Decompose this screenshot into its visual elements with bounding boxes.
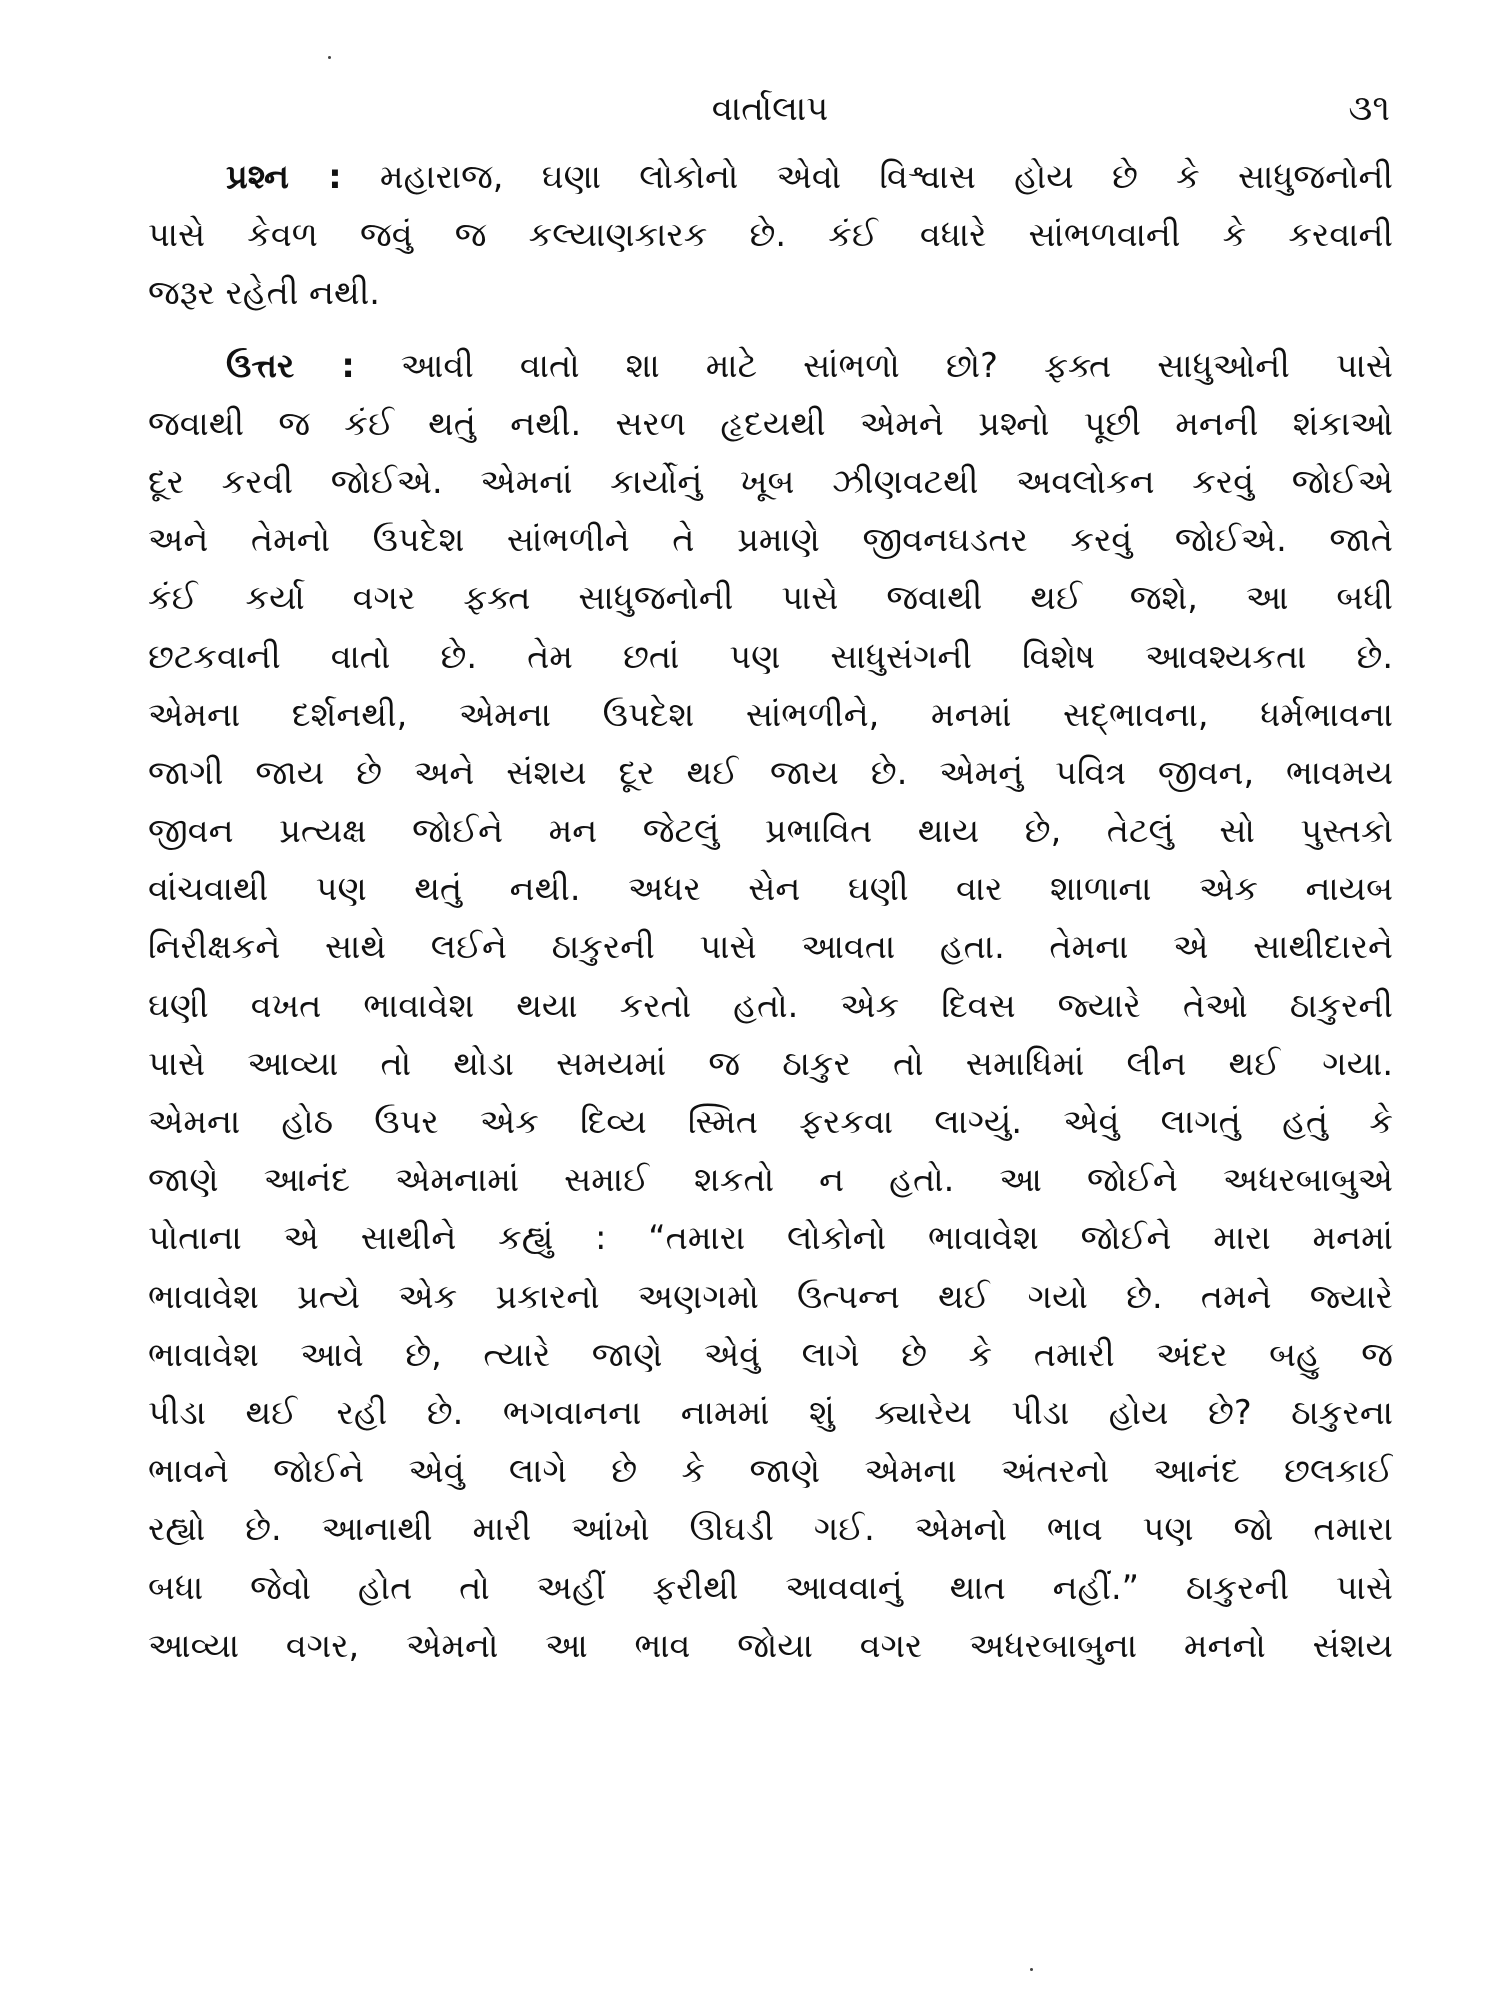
question-line-1 xyxy=(148,148,1393,206)
scan-speck xyxy=(1030,1968,1033,1971)
running-header xyxy=(150,84,1390,134)
paragraph-line: જરૂર રહેતી નથી. xyxy=(148,273,380,313)
scan-speck xyxy=(328,56,331,59)
paragraph-line: જીવન પ્રત્યક્ષ જોઈને મન જેટલું પ્રભાવિત થાય છે, તેટલું સો પુસ્તકો xyxy=(148,811,1393,851)
paragraph-line: એમના દર્શનથી, એમના ઉપદેશ સાંભળીને, મનમાં સદ્‌ભાવના, ધર્મભાવના xyxy=(148,694,1393,734)
answer-label: ઉત્તર : xyxy=(226,345,355,385)
paragraph-line: પાસે કેવળ જવું જ કલ્યાણકારક છે. કંઈ વધારે સાંભળવાની કે કરવાની xyxy=(148,215,1393,255)
answer-text: આવી વાતો શા માટે સાંભળો છો? ફક્ત સાધુઓની પાસે xyxy=(354,345,1393,385)
paragraph-line: નિરીક્ષકને સાથે લઈને ઠાકુરની પાસે આવતા હતા. તેમના એ સાથીદારને xyxy=(148,927,1393,967)
paragraph-line: ભાવને જોઈને એવું લાગે છે કે જાણે એમના અંતરનો આનંદ છલકાઈ xyxy=(148,1451,1393,1491)
paragraph-line: પોતાના એ સાથીને કહ્યું : “તમારા લોકોનો ભાવાવેશ જોઈને મારા મનમાં xyxy=(148,1218,1393,1258)
paragraph-line: રહ્યો છે. આનાથી મારી આંખો ઊઘડી ગઈ. એમનો ભાવ પણ જો તમારા xyxy=(148,1509,1393,1549)
paragraph-line: ઘણી વખત ભાવાવેશ થયા કરતો હતો. એક દિવસ જ્યારે તેઓ ઠાકુરની xyxy=(148,985,1393,1025)
paragraph-line: છટકવાની વાતો છે. તેમ છતાં પણ સાધુસંગની વિશેષ આવશ્યકતા છે. xyxy=(148,636,1393,676)
paragraph-line: દૂર કરવી જોઈએ. એમનાં કાર્યોનું ખૂબ ઝીણવટથી અવલોકન કરવું જોઈએ xyxy=(148,461,1393,501)
paragraph-line: બધા જેવો હોત તો અહીં ફરીથી આવવાનું થાત નહીં.” ઠાકુરની પાસે xyxy=(148,1567,1393,1607)
paragraph-line: આવ્યા વગર, એમનો આ ભાવ જોયા વગર અધરબાબુના મનનો સંશય xyxy=(148,1625,1393,1665)
body-text xyxy=(148,148,1393,1948)
paragraph-line: વાંચવાથી પણ થતું નથી. અધર સેન ઘણી વાર શાળાના એક નાયબ xyxy=(148,869,1393,909)
paragraph-line: ભાવાવેશ પ્રત્યે એક પ્રકારનો અણગમો ઉત્પન્ન થઈ ગયો છે. તમને જ્યારે xyxy=(148,1276,1393,1316)
paragraph-line: જાગી જાય છે અને સંશય દૂર થઈ જાય છે. એમનું પવિત્ર જીવન, ભાવમય xyxy=(148,752,1393,792)
page-number: ૩૧ xyxy=(1348,88,1390,129)
answer-line-1 xyxy=(148,337,1393,395)
question-text: મહારાજ, ઘણા લોકોનો એવો વિશ્વાસ હોય છે કે સાધુજનોની xyxy=(341,157,1393,196)
paragraph-line: જવાથી જ કંઈ થતું નથી. સરળ હૃદયથી એમને પ્રશ્નો પૂછી મનની શંકાઓ xyxy=(148,403,1393,443)
paragraph-line: જાણે આનંદ એમનામાં સમાઈ શકતો ન હતો. આ જોઈને અધરબાબુએ xyxy=(148,1160,1393,1200)
paragraph-line: એમના હોઠ ઉપર એક દિવ્ય સ્મિત ફરકવા લાગ્યું. એવું લાગતું હતું કે xyxy=(148,1102,1393,1141)
chapter-title: વાર્તાલાપ xyxy=(711,89,829,129)
question-label: પ્રશ્ન : xyxy=(226,157,342,196)
paragraph-line: ભાવાવેશ આવે છે, ત્યારે જાણે એવું લાગે છે કે તમારી અંદર બહુ જ xyxy=(148,1334,1393,1374)
paragraph-line: અને તેમનો ઉપદેશ સાંભળીને તે પ્રમાણે જીવનઘડતર કરવું જોઈએ. જાતે xyxy=(148,520,1393,560)
paragraph-line: પાસે આવ્યા તો થોડા સમયમાં જ ઠાકુર તો સમાધિમાં લીન થઈ ગયા. xyxy=(148,1043,1393,1083)
paragraph-line: પીડા થઈ રહી છે. ભગવાનના નામમાં શું ક્યારેય પીડા હોય છે? ઠાકુરના xyxy=(148,1392,1393,1432)
paragraph-line: કંઈ કર્યા વગર ફક્ત સાધુજનોની પાસે જવાથી થઈ જશે, આ બધી xyxy=(148,578,1393,618)
